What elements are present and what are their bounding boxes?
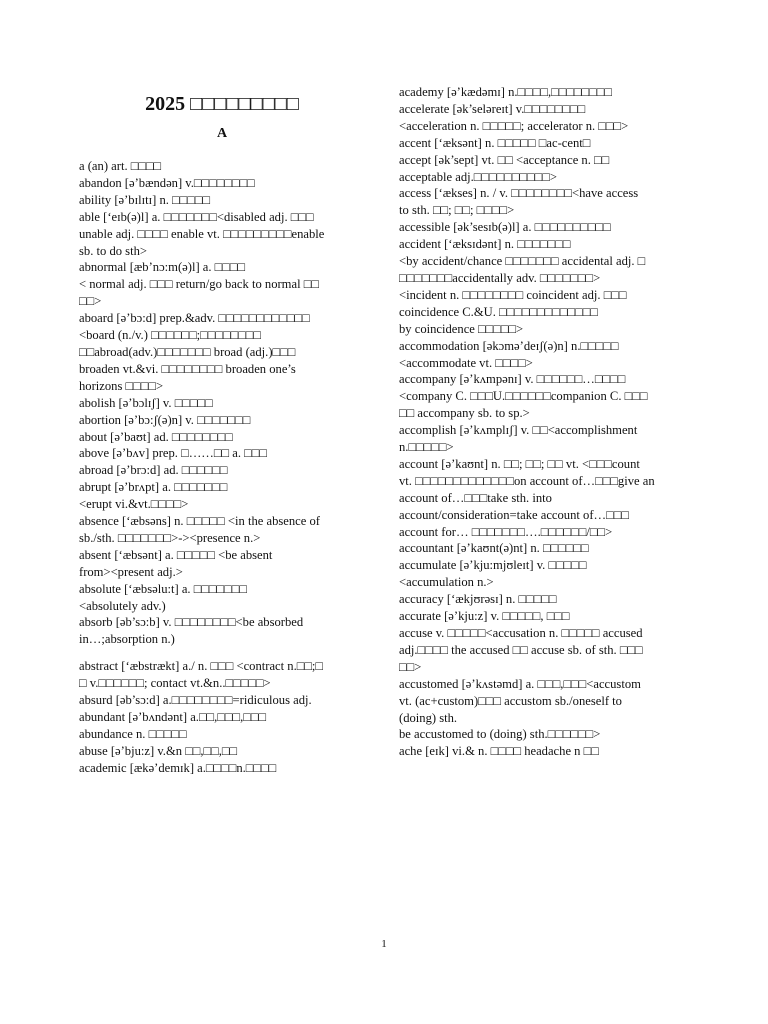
entry-line: ability [ə’bɪlɪtɪ] n. □□□□□ (79, 192, 211, 207)
entry-line: □□ accompany sb. to sp.> (399, 406, 530, 421)
entry-line: a (an) art. □□□□ (79, 159, 162, 173)
right-column (399, 84, 683, 760)
entry-line: vt. □□□□□□□□□□□□□on account of…□□□give an (399, 473, 655, 488)
entry-line: □□□□□□□accidentally adv. □□□□□□□> (399, 270, 601, 285)
entry-line: □ v.□□□□□□; contact vt.&n..□□□□□> (79, 676, 271, 691)
entry-line: <company C. □□□U.□□□□□□companion C. □□□ (399, 389, 648, 404)
section-letter: A (216, 126, 228, 141)
entry-line: access [‘ækses] n. / v. □□□□□□□□<have access (399, 186, 639, 201)
entry-line: about [ə’baʊt] ad. □□□□□□□□ (79, 429, 233, 444)
entry-line: <erupt vi.&vt.□□□□> (79, 497, 189, 512)
entry-line: <incident n. □□□□□□□□ coincident adj. □□□ (399, 287, 627, 302)
entry-line: absurd [əb’sɔ:d] a.□□□□□□□□=ridiculous adj. (79, 693, 312, 708)
right-entries (399, 84, 683, 760)
entry-line: accountant [ə’kaʊnt(ə)nt] n. □□□□□□ (399, 541, 589, 556)
entry-line: adj.□□□□ the accused □□ accuse sb. of sth. □□□ (399, 642, 643, 657)
entry-line: abortion [ə’bɔ:ʃ(ə)n] v. □□□□□□□ (79, 412, 251, 427)
entry-line: account of…□□□take sth. into (399, 490, 552, 505)
entry-line: sb./sth. □□□□□□□>-><presence n.> (79, 530, 261, 545)
entry-line: abuse [ə’bju:z] v.&n □□,□□,□□ (79, 743, 238, 758)
entry-line: abolish [ə’bɔlɪʃ] v. □□□□□ (79, 395, 213, 410)
entry-line: unable adj. □□□□ enable vt. □□□□□□□□□enable (79, 226, 325, 241)
entry-line: aboard [ə’bɔ:d] prep.&adv. □□□□□□□□□□□□ (79, 311, 310, 326)
entry-line: broaden vt.&vi. □□□□□□□□ broaden one’s (79, 361, 296, 376)
entry-line: accompany [ə’kʌmpənɪ] v. □□□□□□…□□□□ (399, 372, 626, 387)
entry-line: <accommodate vt. □□□□> (399, 355, 533, 370)
entry-line: accept [ək’sept] vt. □□ <acceptance n. □□ (399, 152, 610, 167)
entry-line: account/consideration=take account of…□□□ (399, 507, 629, 522)
entry-line: account for… □□□□□□□….□□□□□□/□□> (399, 524, 613, 539)
entry-line: absence [‘æbsəns] n. □□□□□ <in the absence of (79, 514, 320, 529)
entry-line: accustomed [ə’kʌstəmd] a. □□□,□□□<accustom (399, 676, 641, 691)
entry-line: accommodation [əkɔmə’deɪʃ(ə)n] n.□□□□□ (399, 338, 619, 353)
entry-line: accuse v. □□□□□<accusation n. □□□□□ accused (399, 626, 643, 640)
left-column (79, 84, 365, 777)
entry-line: <by accident/chance □□□□□□□ accidental adj. □ (399, 254, 646, 269)
entry-line: academic [ækə’demɪk] a.□□□□n.□□□□ (79, 760, 277, 775)
entry-line: <accumulation n.> (399, 575, 494, 590)
left-entries-continued (79, 658, 365, 776)
entry-line: by coincidence □□□□□> (399, 321, 524, 336)
left-entries (79, 158, 365, 648)
entry-line: accelerate [ək’seləreɪt] v.□□□□□□□□ (399, 101, 586, 116)
entry-line: accident [‘æksɪdənt] n. □□□□□□□ (399, 237, 571, 252)
entry-line: ache [eɪk] vi.& n. □□□□ headache n □□ (399, 744, 599, 759)
entry-line: above [ə’bʌv] prep. □……□□ a. □□□ (79, 446, 267, 461)
entry-line: vt. (ac+custom)□□□ accustom sb./oneself to (399, 693, 622, 708)
entry-line: accessible [ək’sesɪb(ə)l] a. □□□□□□□□□□ (399, 220, 611, 235)
entry-line: absent [‘æbsənt] a. □□□□□ <be absent (79, 547, 273, 562)
entry-line: acceptable adj.□□□□□□□□□□> (399, 169, 557, 184)
entry-line: abroad [ə’brɔ:d] ad. □□□□□□ (79, 463, 228, 478)
entry-line: abandon [ə’bændən] v.□□□□□□□□ (79, 175, 255, 190)
entry-line: <acceleration n. □□□□□; accelerator n. □□□> (399, 118, 629, 133)
entry-line: <board (n./v.) □□□□□□;□□□□□□□□ (79, 328, 262, 343)
entry-line: absolute [‘æbsəlu:t] a. □□□□□□□ (79, 581, 247, 596)
entry-line: coincidence C.&U. □□□□□□□□□□□□□ (399, 304, 598, 319)
entry-line: n.□□□□□> (399, 440, 454, 455)
entry-line: □□abroad(adv.)□□□□□□□ broad (adj.)□□□ (79, 344, 296, 359)
entry-line: < normal adj. □□□ return/go back to normal □□ (79, 277, 319, 292)
entry-line: able [‘eɪb(ə)l] a. □□□□□□□<disabled adj. □□□ (79, 209, 314, 224)
entry-line: from><present adj.> (79, 564, 183, 579)
entry-line: horizons □□□□> (79, 378, 164, 393)
entry-line: be accustomed to (doing) sth.□□□□□□> (399, 727, 601, 742)
entry-line: abundant [ə’bʌndənt] a.□□,□□□,□□□ (79, 710, 267, 724)
entry-line: abrupt [ə’brʌpt] a. □□□□□□□ (79, 480, 228, 495)
entry-line: abundance n. □□□□□ (79, 726, 187, 741)
entry-line: account [ə’kaʊnt] n. □□; □□; □□ vt. <□□□count (399, 456, 640, 471)
entry-line: accurate [ə’kju:z] v. □□□□□, □□□ (399, 609, 570, 624)
entry-line: <absolutely adv.) (79, 598, 166, 613)
entry-line: academy [ə’kædəmɪ] n.□□□□,□□□□□□□□ (399, 85, 612, 99)
entry-line: abstract [‘æbstrækt] a./ n. □□□ <contract n.□□;□ (79, 659, 324, 674)
entry-line: (doing) sth. (399, 710, 458, 725)
entry-line: in…;absorption n.) (79, 632, 175, 647)
page-title: 2025 □□□□□□□□□ (145, 93, 299, 115)
entry-line: to sth. □□; □□; □□□□> (399, 203, 515, 218)
entry-line: □□> (399, 659, 422, 674)
entry-line: abnormal [æb’nɔ:m(ə)l] a. □□□□ (79, 260, 246, 275)
entry-line: accumulate [ə’kju:mjʊleɪt] v. □□□□□ (399, 558, 587, 573)
entry-line: □□> (79, 294, 102, 309)
entry-line: accuracy [‘ækjʊrəsɪ] n. □□□□□ (399, 592, 557, 607)
page-number: 1 (381, 938, 387, 950)
entry-line: accomplish [ə’kʌmplɪʃ] v. □□<accomplishment (399, 423, 638, 438)
entry-line: sb. to do sth> (79, 243, 147, 258)
entry-line: accent [‘æksənt] n. □□□□□ □ac-cent□ (399, 135, 591, 150)
entry-line: absorb [əb’sɔ:b] v. □□□□□□□□<be absorbed (79, 615, 304, 630)
